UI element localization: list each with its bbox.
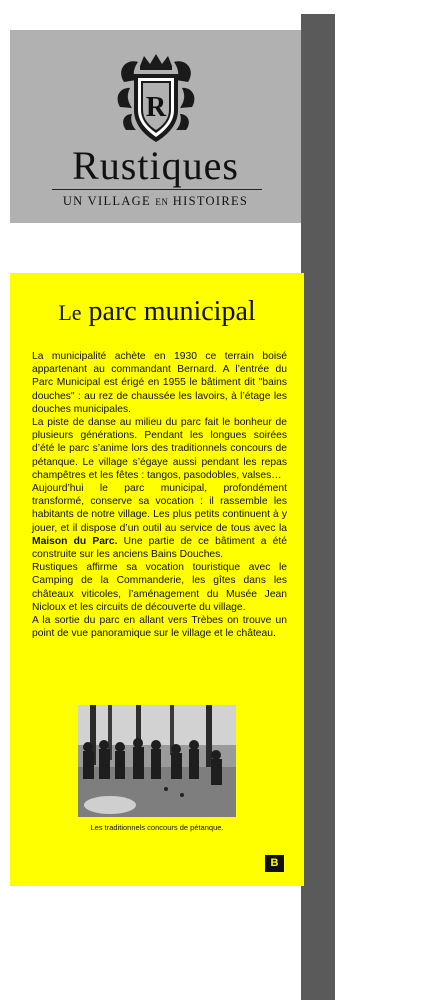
paragraph-viewpoint: A la sortie du parc en allant vers Trèbes on trouve un point de vue panoramique sur le village et le château. [32,615,287,640]
sign-pole [301,14,335,1000]
subtitle-part-1: UN VILLAGE [62,194,156,208]
village-title: Rustiques [72,143,239,188]
subtitle-part-3: HISTOIRES [168,194,249,208]
paragraph-today-text: Aujourd’hui le parc municipal, profondément transformé, conserve sa vocation : il rassemble les habitants de notre village. Les plus petits continuent à y jouer, et il dispose d’un outil au service de tous avec la [32,483,287,534]
paragraph-tourism: Rustiques affirme sa vocation touristique avec le Camping de la Commanderie, les gîtes dans les châteaux viticoles, l’aménagement du Musée Jean Nicloux et les circuits de découverte du village. [32,562,287,613]
panel-letter-badge: B [265,855,284,872]
paragraph-today [32,482,287,561]
subtitle-part-2: EN [155,197,169,207]
photo-caption: Les traditionnels concours de pétanque. [90,823,224,832]
petanque-photo [78,705,236,817]
maison-du-parc-label: Maison du Parc. [32,535,118,547]
village-subtitle [10,193,301,210]
crest-letter: R [145,92,167,123]
panel-title-text: parc municipal [81,296,256,327]
header-banner [10,30,301,223]
panel-title-article: Le [58,300,82,325]
paragraph-history: La municipalité achète en 1930 ce terrain boisé appartenant au commandant Bernard. A l’entrée du Parc Municipal est érigé en 1955 le bâtiment dit "bains douches" : au rez de chaussée les lavoirs, à l’étage les douches municipales. [32,351,287,415]
panel-body [32,350,287,640]
paragraph-dance: La piste de danse au milieu du parc fait le bonheur de plusieurs générations. Pendant les longues soirées d’été le parc s’anime lors des traditionnels concours de pétanque. Le village s’égaye aussi pendant les repas champêtres et les fêtes : tangos, pasodobles, valses… [32,417,287,481]
title-divider [52,189,262,190]
village-crest-logo [116,52,196,147]
info-panel [10,273,304,886]
paragraph-today-text-2: Une partie de ce bâtiment a été construite sur les anciens Bains Douches. [32,535,287,561]
panel-title [10,295,304,330]
